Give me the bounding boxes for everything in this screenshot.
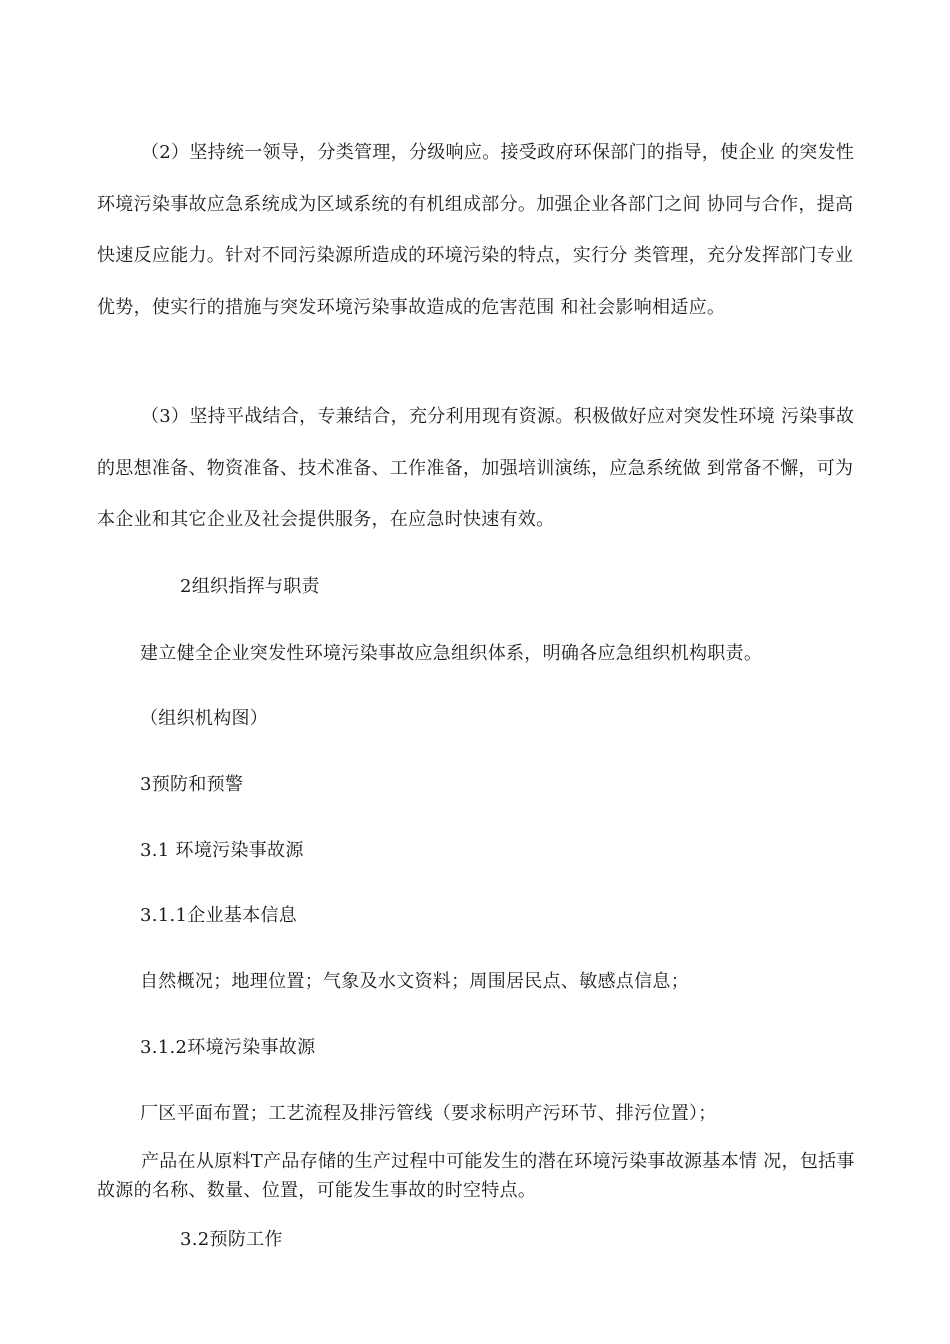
paragraph-principle-2: （2）坚持统一领导，分类管理，分级响应。接受政府环保部门的指导，使企业 的突发性环境污染事故应急系统成为区域系统的有机组成部分。加强企业各部门之间 协同与合作，提高快速反应能力。针对不同污染源所造成的环境污染的特点，实行分 类管理，充分发挥部门专业优势，使实行的措施与突发环境污染事故造成的危害范围 和社会影响相适应。: [97, 142, 855, 318]
section-heading-organization: 2组织指挥与职责: [180, 576, 320, 597]
section-text-accident-sources: 产品在从原料T产品存储的生产过程中可能发生的潜在环境污染事故源基本情 况，包括事故源的名称、数量、位置，可能发生事故的时空特点。: [97, 1151, 855, 1201]
section-text-basic-info: 自然概况；地理位置；气象及水文资料；周围居民点、敏感点信息；: [140, 971, 689, 992]
subsection-heading-3-1-1: 3.1.1企业基本信息: [140, 905, 298, 926]
subsection-heading-3-1-2: 3.1.2环境污染事故源: [140, 1037, 316, 1058]
section-heading-prevention: 3预防和预警: [140, 774, 244, 795]
paragraph-principle-3: （3）坚持平战结合，专兼结合，充分利用现有资源。积极做好应对突发性环境 污染事故的思想准备、物资准备、技术准备、工作准备，加强培训演练，应急系统做 到常备不懈，可为本企业和其它企业及社会提供服务，在应急时快速有效。: [97, 406, 855, 530]
section-text-organization: 建立健全企业突发性环境污染事故应急组织体系，明确各应急组织机构职责。: [140, 643, 763, 664]
figure-placeholder-org-chart: （组织机构图）: [140, 708, 269, 729]
section-text-plant-layout: 厂区平面布置；工艺流程及排污管线（要求标明产污环节、排污位置）；: [140, 1103, 717, 1124]
subsection-heading-3-1: 3.1 环境污染事故源: [140, 840, 304, 861]
subsection-heading-3-2: 3.2预防工作: [180, 1229, 283, 1250]
